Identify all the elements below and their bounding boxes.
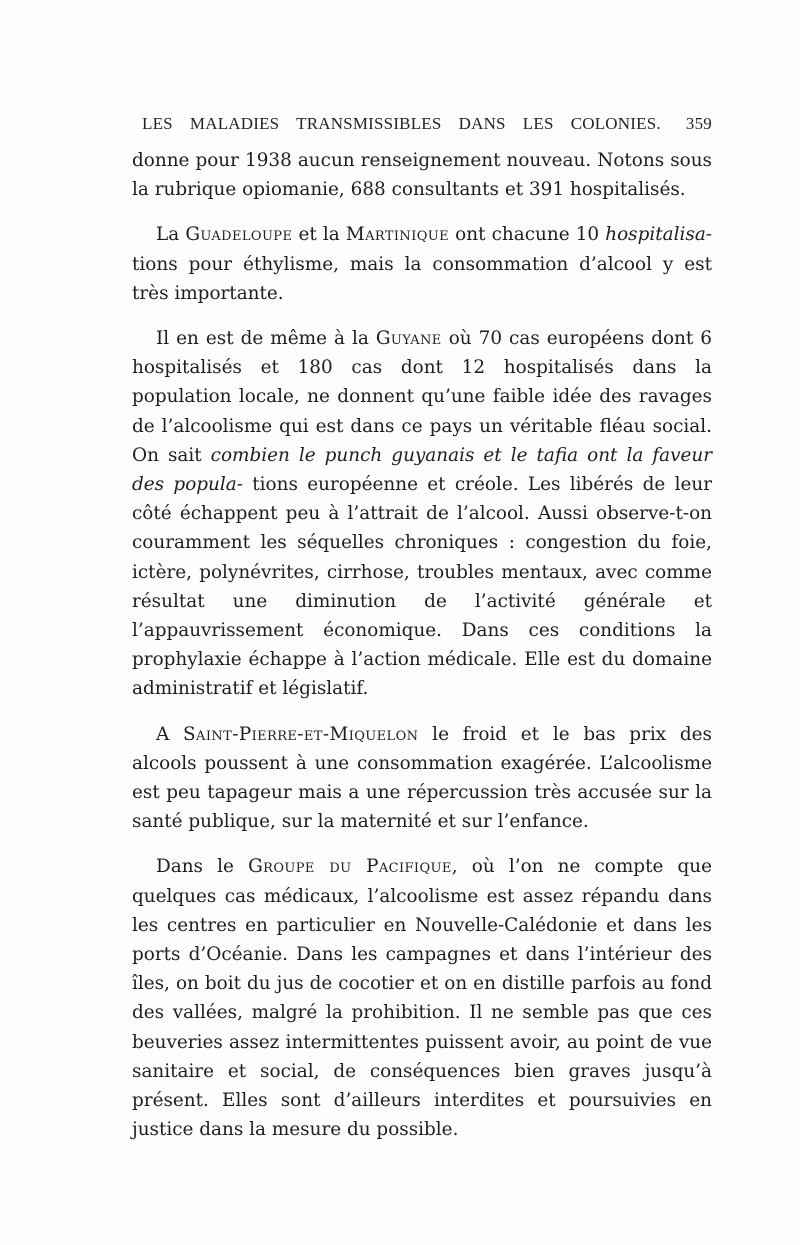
place-name: Guadeloupe	[185, 224, 293, 246]
italic-run: combien le punch guyanais et le tafia ont la faveur des popula-	[132, 444, 712, 496]
paragraph-opiomanie	[132, 146, 712, 204]
place-name: Guyane	[375, 328, 442, 350]
text-run: où 70 cas européens dont 6 hospitalisés et 180 cas dont 12 hospitalisés dans la population locale, ne donnent qu’une faible idée des ravages de l’alcoolisme qui est dans ce pays un véritable fléau social. On sait	[132, 328, 712, 466]
paragraph-gap	[132, 204, 712, 220]
paragraph-gap	[132, 308, 712, 324]
text-run: le froid et le bas prix des alcools poussent à une consommation exagérée. L’alcoolisme est peu tapageur mais a une répercussion très accusée sur la santé publique, sur la maternité et sur l’enfance.	[132, 723, 712, 833]
text-run: Il en est de même à la	[156, 328, 376, 350]
text-run: tions européenne et créole. Les libérés de leur côté échappent peu à l’attrait de l’alcool. Aussi observe-t-on couramment les séquelles chroniques : congestion du foie, ictère, polynévrites, cirrhose, troubles mentaux, avec comme résultat une diminution de l’activité générale et l’appauvrissement économique. Dans ces conditions la prophylaxie échappe à l’action médicale. Elle est du domaine administratif et législatif.	[132, 474, 712, 700]
paragraph-saint-pierre	[132, 720, 712, 837]
text-run: La	[156, 224, 186, 246]
text-run: A	[156, 723, 184, 745]
paragraph-gap	[132, 704, 712, 720]
paragraph-guyane	[132, 324, 712, 704]
place-name: Groupe du Pacifique	[248, 856, 452, 878]
text-run: donne pour 1938 aucun renseignement nouveau. Notons sous la rubrique opiomanie, 688 consultants et 391 hospitalisés.	[132, 150, 712, 201]
italic-run: hospitalisa-	[605, 224, 712, 246]
paragraph-guadeloupe-martinique	[132, 220, 712, 308]
text-run: tions pour éthylisme, mais la consommation d’alcool y est très importante.	[132, 253, 712, 304]
text-run: et la	[292, 224, 346, 246]
place-name: Saint-Pierre-et-Miquelon	[183, 723, 419, 745]
text-run: , où l’on ne compte que quelques cas médicaux, l’alcoolisme est assez répandu dans les centres en particulier en Nouvelle-Calédonie et dans les ports d’Océanie. Dans les campagnes et dans l’intérieur des îles, on boit du jus de cocotier et on en distille parfois au fond des vallées, malgré la prohibition. Il ne semble pas que ces beuveries assez intermittentes puissent avoir, au point de vue sanitaire et social, de conséquences bien graves jusqu’à présent. Elles sont d’ailleurs interdites et poursuivies en justice dans la mesure du possible.	[132, 856, 713, 1141]
paragraph-pacifique	[132, 852, 712, 1144]
text-run: Dans le	[156, 856, 249, 878]
body-text	[132, 146, 712, 1145]
running-head-title: LES MALADIES TRANSMISSIBLES DANS LES COLONIES.	[142, 114, 661, 133]
running-head	[142, 114, 712, 134]
text-run: ont chacune 10	[449, 224, 606, 246]
paragraph-gap	[132, 836, 712, 852]
place-name: Martinique	[345, 224, 450, 246]
page-number: 359	[685, 114, 713, 133]
